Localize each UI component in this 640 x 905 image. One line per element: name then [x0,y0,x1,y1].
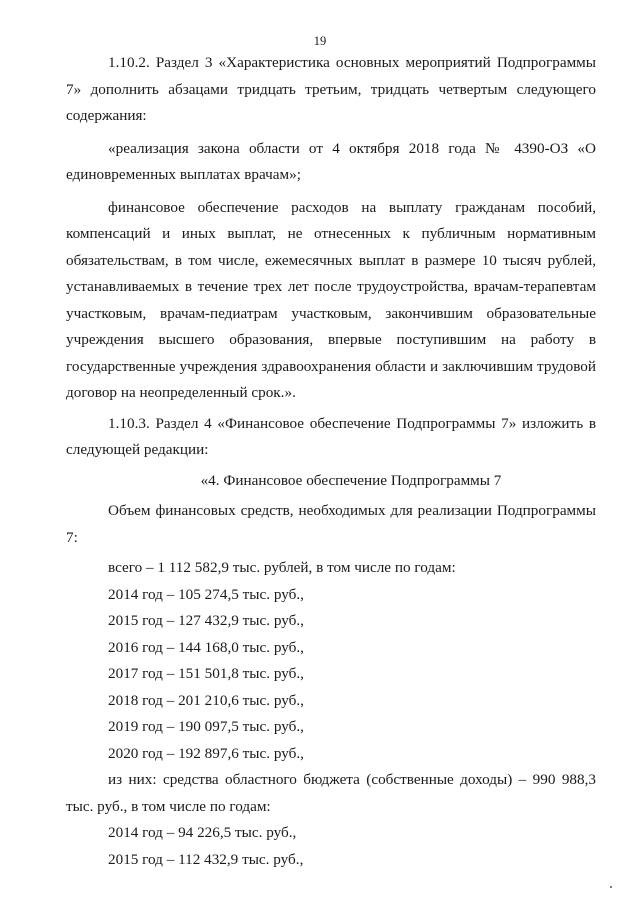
funding-by-year-list [66,582,596,768]
list-item: 2015 год – 112 432,9 тыс. руб., [108,850,304,868]
scan-speck [610,886,612,888]
regional-funding-by-year-list [66,820,596,873]
paragraph-law-reference: «реализация закона области от 4 октября 2018 года № 4390-ОЗ «О единовременных выплатах врачам»; [66,139,596,183]
paragraph-funding-volume: Объем финансовых средств, необходимых для реализации Подпрограммы 7: [66,502,596,546]
list-item: 2017 год – 151 501,8 тыс. руб., [108,665,304,682]
list-item: 2020 год – 192 897,6 тыс. руб., [108,744,304,762]
list-item: 2014 год – 105 274,5 тыс. руб., [108,585,304,603]
section-heading: «4. Финансовое обеспечение Подпрограммы 7 [200,471,502,489]
document-body [66,50,596,873]
paragraph-regional-budget: из них: средства областного бюджета (собственные доходы) – 990 988,3 тыс. руб., в том числе по годам: [66,771,596,815]
list-item: 2015 год – 127 432,9 тыс. руб., [108,612,304,629]
list-item: 2018 год – 201 210,6 тыс. руб., [108,691,304,709]
list-item: 2014 год – 94 226,5 тыс. руб., [108,824,297,841]
paragraph-1-10-3: 1.10.3. Раздел 4 «Финансовое обеспечение Подпрограммы 7» изложить в следующей редакции: [66,414,596,458]
page-number: 19 [313,34,327,48]
list-item: 2016 год – 144 168,0 тыс. руб., [108,638,304,656]
total-funding-line: всего – 1 112 582,9 тыс. рублей, в том числе по годам: [108,559,456,576]
paragraph-1-10-2: 1.10.2. Раздел 3 «Характеристика основных мероприятий Подпрограммы 7» дополнить абзацами тридцать третьим, тридцать четвертым следующего содержания: [66,54,596,124]
paragraph-financing-description: финансовое обеспечение расходов на выплату гражданам пособий, компенсаций и иных выплат, не отнесенных к публичным нормативным обязательствам, в том числе, ежемесячных выплат в размере 10 тысяч рублей, устанавливаемых в течение трех лет после трудоустройства, врачам-терапевтам участковым, врачам-педиатрам участковым, закончившим образовательные учреждения высшего образования, впервые поступившим на работу в государственные учреждения здравоохранения области и заключившим трудовой договор на неопределенный срок.». [66,198,596,401]
list-item: 2019 год – 190 097,5 тыс. руб., [108,718,304,735]
